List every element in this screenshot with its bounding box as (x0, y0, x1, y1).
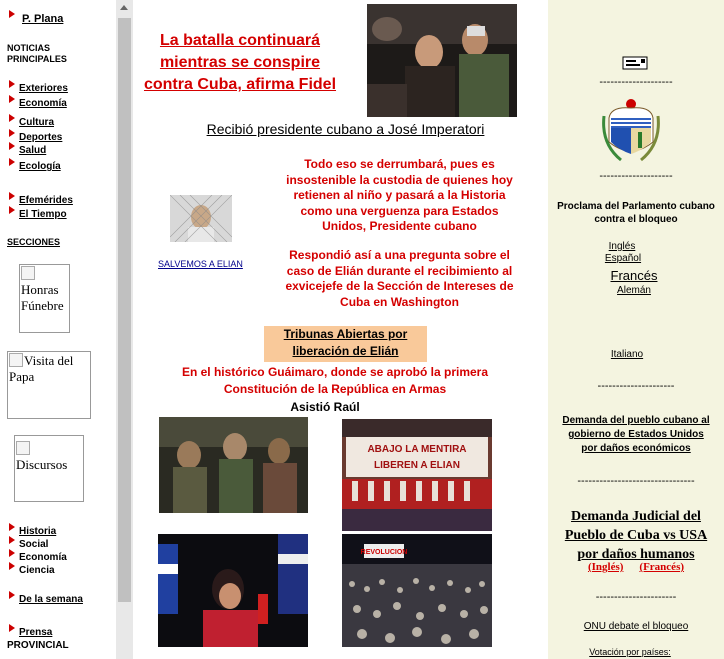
votacion-link[interactable]: Votación por países: (589, 647, 671, 657)
right-divider-1: -------------------- (599, 76, 673, 88)
photo-raul-crowd-graphic (159, 417, 308, 529)
link-ingles[interactable]: Inglés (608, 241, 636, 252)
link-prensa[interactable]: Prensa (11, 627, 52, 638)
arrow-icon (9, 536, 15, 544)
link-dj-ingles[interactable]: (Inglés) (587, 561, 624, 573)
headline-link[interactable]: La batalla continuará mientras se conspire contra Cuba, afirma Fidel (143, 32, 337, 93)
link-salud[interactable]: Salud (11, 145, 46, 156)
elian-thumbnail-graphic (170, 195, 232, 242)
right-divider-2: -------------------- (599, 170, 673, 182)
broken-image-icon (21, 266, 35, 280)
honras-funebres-image[interactable]: Honras Fúnebre (19, 264, 70, 333)
link-social[interactable]: Social (11, 539, 48, 550)
arrow-icon (9, 10, 15, 18)
salvemos-elian-link[interactable]: SALVEMOS A ELIAN (158, 259, 243, 269)
quote-paragraph-1: Todo eso se derrumbará, pues es insostenible la custodia de quienes hoy retienen al niño y pasará a la Historia como una verguenza para Estados Unidos, Presidente cubano (286, 157, 513, 234)
arrow-icon (9, 549, 15, 557)
photo-woman-speaker[interactable] (158, 534, 308, 647)
arrow-icon (9, 114, 15, 122)
link-aleman[interactable]: Alemán (617, 285, 651, 296)
arrow-icon (9, 591, 15, 599)
arrow-icon (9, 624, 15, 632)
link-el-tiempo[interactable]: El Tiempo (11, 209, 67, 220)
arrow-icon (9, 192, 15, 200)
right-divider-4: -------------------------------- (577, 475, 695, 487)
right-divider-3: --------------------- (597, 380, 675, 392)
quote-paragraph-2: Respondió así a una pregunta sobre el caso de Elián durante el recibimiento al exvicejefe de la Sección de Intereses de Cuba en Washington (285, 248, 514, 309)
subhead-link[interactable]: Recibió presidente cubano a José Imperatori (206, 121, 485, 137)
scroll-up-icon[interactable] (120, 5, 128, 10)
link-dj-frances[interactable]: (Francés) (639, 561, 685, 573)
arrow-icon (9, 80, 15, 88)
sign-text: REVOLUCION (360, 549, 408, 556)
banner-line-2: LIBEREN A ELIAN (374, 460, 460, 471)
demanda-economica-link[interactable]: Demanda del pueblo cubano al gobierno de Estados Unidos por daños económicos (562, 415, 710, 454)
arrow-icon (9, 562, 15, 570)
email-icon[interactable] (622, 56, 648, 70)
arrow-icon (9, 129, 15, 137)
link-historia[interactable]: Historia (11, 526, 56, 537)
link-deportes[interactable]: Deportes (11, 132, 62, 143)
visita-papa-image[interactable]: Visita del Papa (7, 351, 91, 419)
guaimaro-text: En el histórico Guáimaro, donde se aprobó la primera Constitución de la República en Armas (181, 365, 489, 396)
tribunas-abiertas-link[interactable]: Tribunas Abiertas por liberación de Elián (264, 326, 427, 362)
link-economia-2[interactable]: Economía (11, 552, 67, 563)
link-italiano[interactable]: Italiano (610, 349, 644, 360)
demanda-judicial-link[interactable]: Demanda Judicial del Pueblo de Cuba vs USA por daños humanos (564, 509, 708, 562)
proclama-text: Proclama del Parlamento cubano contra el bloqueo (557, 201, 715, 225)
arrow-icon (9, 523, 15, 531)
photo-banner-rally[interactable] (342, 419, 492, 531)
link-cultura[interactable]: Cultura (11, 117, 54, 128)
cuba-coat-of-arms-icon (601, 94, 661, 166)
link-exteriores[interactable]: Exteriores (11, 83, 68, 94)
sidebar-scrollbar[interactable] (116, 0, 133, 659)
link-ecologia[interactable]: Ecología (11, 161, 61, 172)
right-divider-5: ---------------------- (595, 591, 677, 603)
link-espanol[interactable]: Español (604, 253, 642, 264)
provincial-label: PROVINCIAL (7, 640, 69, 651)
link-secciones[interactable]: SECCIONES (7, 237, 61, 247)
photo-crowd-night[interactable] (342, 534, 492, 647)
arrow-icon (9, 95, 15, 103)
demanda-judicial-langs (548, 561, 724, 573)
link-ciencia[interactable]: Ciencia (11, 565, 55, 576)
arrow-icon (9, 142, 15, 150)
elian-thumbnail[interactable] (170, 195, 232, 242)
banner-line-1: ABAJO LA MENTIRA (367, 444, 467, 455)
fidel-photo[interactable] (367, 4, 517, 117)
link-portada[interactable]: P. Plana (11, 13, 63, 25)
broken-image-icon (9, 353, 23, 367)
asistio-raul-text: Asistió Raúl (290, 400, 360, 414)
photo-raul-crowd[interactable] (159, 417, 308, 529)
noticias-header: NOTICIAS PRINCIPALES (7, 43, 67, 64)
arrow-icon (9, 158, 15, 166)
fidel-photo-graphic (367, 4, 517, 117)
left-sidebar (0, 0, 114, 659)
photo-banner-rally-graphic (342, 419, 492, 531)
photo-crowd-night-graphic (342, 534, 492, 647)
photo-woman-speaker-graphic (158, 534, 308, 647)
broken-image-icon (16, 441, 30, 455)
link-de-la-semana[interactable]: De la semana (11, 594, 83, 605)
arrow-icon (9, 206, 15, 214)
onu-debate-link[interactable]: ONU debate el bloqueo (583, 621, 689, 632)
link-frances[interactable]: Francés (610, 268, 658, 283)
link-economia[interactable]: Economía (11, 98, 67, 109)
right-column (548, 0, 724, 659)
link-efemerides[interactable]: Efemérides (11, 195, 73, 206)
discursos-image[interactable]: Discursos (14, 435, 84, 502)
scroll-thumb[interactable] (118, 18, 131, 602)
